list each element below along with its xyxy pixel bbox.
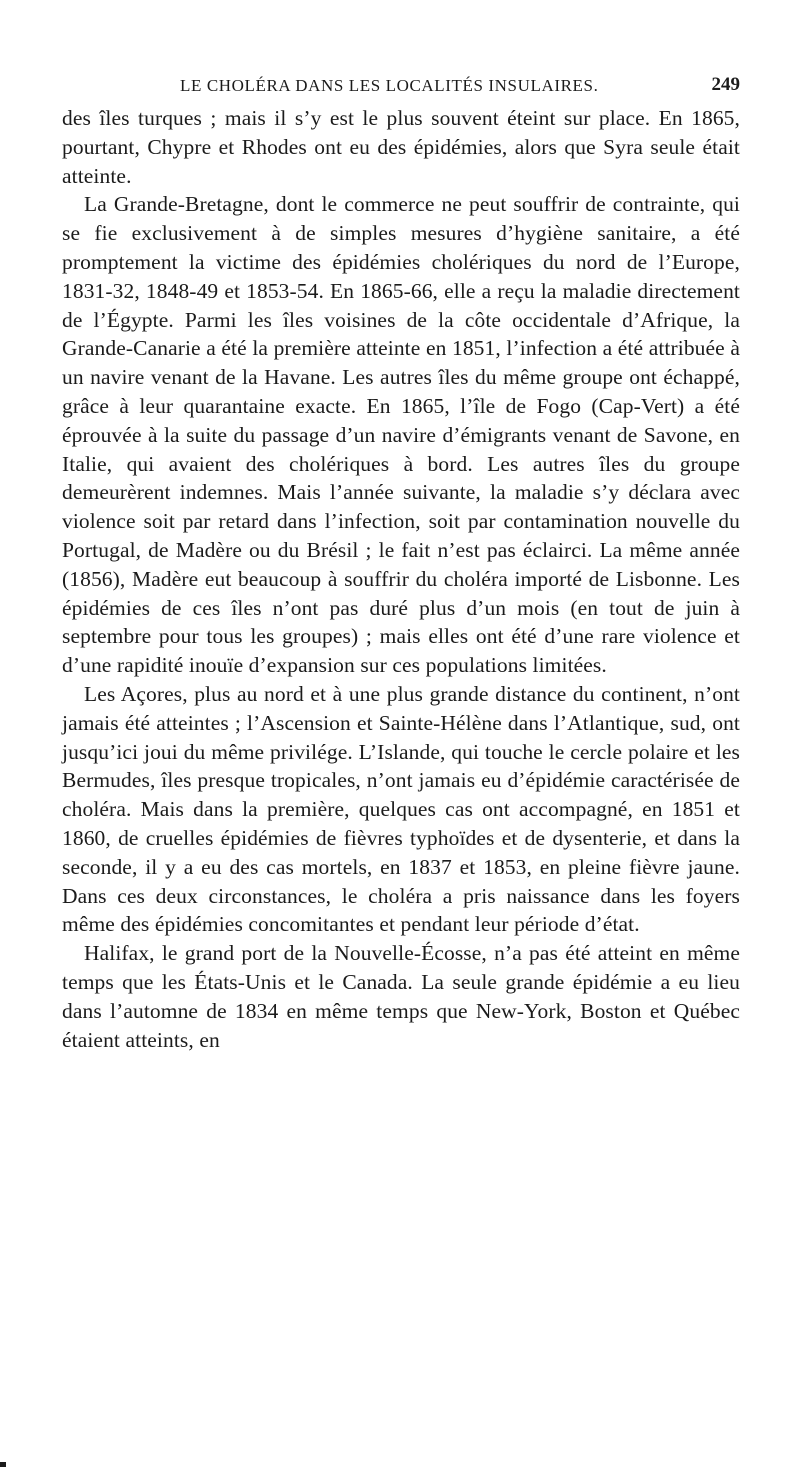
scan-edge-mark [0,1462,6,1467]
paragraph-azores: Les Açores, plus au nord et à une plus grande distance du continent, n’ont jamais été atteintes ; l’Ascension et Sainte-Hélène dans l’Atlantique, sud, ont jusqu’ici joui du même privilége. L’Islande, qui touche le cercle polaire et les Bermudes, îles presque tropicales, n’ont jamais eu d’épidémie caractérisée de choléra. Mais dans la première, quelques cas ont accompagné, en 1851 et 1860, de cruelles épidémies de fièvres typhoïdes et de dysenterie, et dans la seconde, il y a eu des cas mortels, en 1837 et 1853, en pleine fièvre jaune. Dans ces deux circonstances, le choléra a pris naissance dans les foyers même des épidémies concomitantes et pendant leur période d’état. [62,681,740,937]
paragraph-continuation: des îles turques ; mais il s’y est le plus souvent éteint sur place. En 1865, pourtant, Chypre et Rhodes ont eu des épidémies, alors que Syra seule était atteinte. [62,106,740,188]
paragraph-halifax: Halifax, le grand port de la Nouvelle-Écosse, n’a pas été atteint en même temps que les États-Unis et le Canada. La seule grande épidémie a eu lieu dans l’automne de 1834 en même temps que New-York, Boston et Québec étaient atteints, en [62,941,740,1052]
paragraph-great-britain: La Grande-Bretagne, dont le commerce ne peut souffrir de contrainte, qui se fie exclusivement à de simples mesures d’hygiène sanitaire, a été promptement la victime des épidémies cholériques du nord de l’Europe, 1831-32, 1848-49 et 1853-54. En 1865-66, elle a reçu la maladie directement de l’Égypte. Parmi les îles voisines de la côte occidentale d’Afrique, la Grande-Canarie a été la première atteinte en 1851, l’infection a été attribuée à un navire venant de la Havane. Les autres îles du même groupe ont échappé, grâce à leur quarantaine exacte. En 1865, l’île de Fogo (Cap-Vert) a été éprouvée à la suite du passage d’un navire d’émigrants venant de Savone, en Italie, qui avaient des cholériques à bord. Les autres îles du groupe demeurèrent indemnes. Mais l’année suivante, la maladie s’y déclara avec violence soit par retard dans l’infection, soit par contamination nouvelle du Portugal, de Madère ou du Brésil ; le fait n’est pas éclairci. La même année (1856), Madère eut beaucoup à souffrir du choléra importé de Lisbonne. Les épidémies de ces îles n’ont pas duré plus d’un mois (en tout de juin à septembre pour tous les groupes) ; mais elles ont été d’une rare violence et d’une rapidité inouïe d’expansion sur ces populations limitées. [62,192,740,678]
book-page [62,70,740,1054]
running-title: LE CHOLÉRA DANS LES LOCALITÉS INSULAIRES. [180,76,599,95]
page-number: 249 [711,74,740,95]
body-text [62,104,740,1054]
page-header [62,70,740,104]
